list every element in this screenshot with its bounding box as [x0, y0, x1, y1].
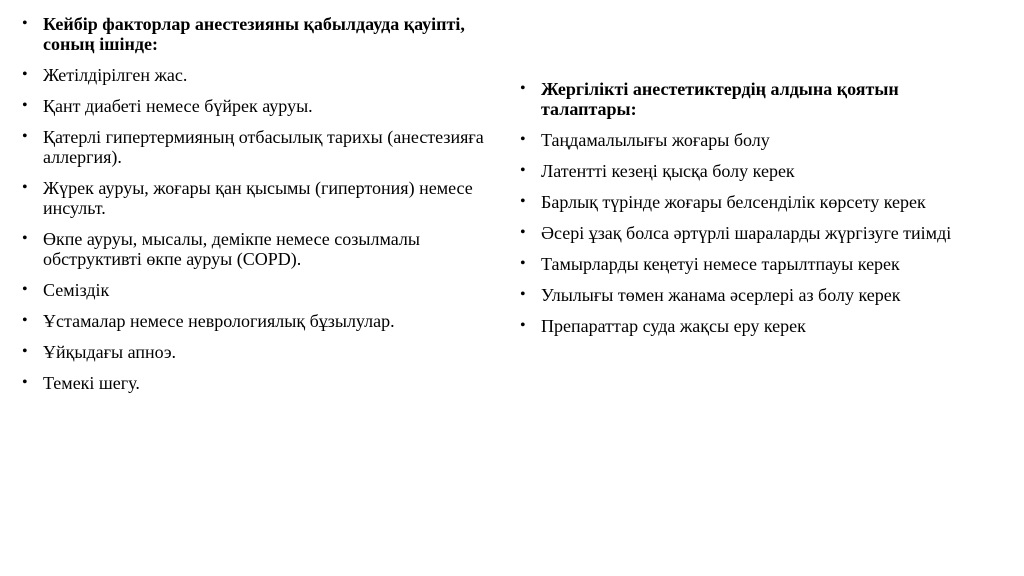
bullet-marker: •	[22, 281, 28, 298]
list-item-text: Темекі шегу.	[43, 373, 140, 393]
list-item-text: Жетілдірілген жас.	[43, 65, 188, 85]
list-item-text: Барлық түрінде жоғары белсенділік көрсету керек	[541, 192, 926, 212]
list-item-text: Кейбір факторлар анестезияны қабылдауда қауіпті, соның ішінде:	[43, 14, 465, 54]
list-item-text: Жүрек ауруы, жоғары қан қысымы (гипертония) немесе инсульт.	[43, 178, 473, 218]
list-item	[520, 285, 990, 305]
list-item	[22, 178, 502, 218]
bullet-marker: •	[22, 343, 28, 360]
list-item	[22, 65, 502, 85]
bullet-marker: •	[22, 374, 28, 391]
list-item	[22, 373, 502, 393]
list-item	[22, 311, 502, 331]
list-item-text: Таңдамалылығы жоғары болу	[541, 130, 770, 150]
bullet-marker: •	[520, 317, 526, 334]
list-item	[520, 161, 990, 181]
list-item-text: Улылығы төмен жанама әсерлері аз болу керек	[541, 285, 901, 305]
list-item	[520, 254, 990, 274]
list-item	[22, 127, 502, 167]
list-item-text: Препараттар суда жақсы еру керек	[541, 316, 806, 336]
list-item	[22, 280, 502, 300]
list-item	[22, 96, 502, 116]
bullet-marker: •	[22, 15, 28, 32]
list-item-text: Өкпе ауруы, мысалы, демікпе немесе созылмалы обструктивті өкпе ауруы (COPD).	[43, 229, 420, 269]
right-list-heading	[520, 79, 990, 119]
list-item	[22, 229, 502, 269]
list-item-text: Қант диабеті немесе бүйрек ауруы.	[43, 96, 313, 116]
list-item	[520, 223, 990, 243]
list-item-text: Ұстамалар немесе неврологиялық бұзылулар.	[43, 311, 395, 331]
list-item	[22, 342, 502, 362]
left-list-heading	[22, 14, 502, 54]
bullet-marker: •	[520, 286, 526, 303]
left-bullet-list	[22, 14, 502, 404]
bullet-marker: •	[22, 128, 28, 145]
list-item-text: Жергілікті анестетиктердің алдына қоятын талаптары:	[541, 79, 899, 119]
list-item-text: Семіздік	[43, 280, 110, 300]
list-item	[520, 130, 990, 150]
list-item	[520, 316, 990, 336]
list-item-text: Ұйқыдағы апноэ.	[43, 342, 177, 362]
bullet-marker: •	[520, 131, 526, 148]
bullet-marker: •	[520, 80, 526, 97]
bullet-marker: •	[520, 224, 526, 241]
list-item-text: Қатерлі гипертермияның отбасылық тарихы (анестезияға аллергия).	[43, 127, 484, 167]
bullet-marker: •	[520, 162, 526, 179]
bullet-marker: •	[22, 97, 28, 114]
bullet-marker: •	[22, 179, 28, 196]
bullet-marker: •	[22, 230, 28, 247]
bullet-marker: •	[520, 255, 526, 272]
bullet-marker: •	[22, 312, 28, 329]
bullet-marker: •	[520, 193, 526, 210]
bullet-marker: •	[22, 66, 28, 83]
list-item-text: Әсері ұзақ болса әртүрлі шараларды жүргізуге тиімді	[541, 223, 952, 243]
right-bullet-list	[520, 79, 990, 347]
list-item-text: Латентті кезеңі қысқа болу керек	[541, 161, 795, 181]
list-item	[520, 192, 990, 212]
list-item-text: Тамырларды кеңетуі немесе тарылтпауы керек	[541, 254, 900, 274]
